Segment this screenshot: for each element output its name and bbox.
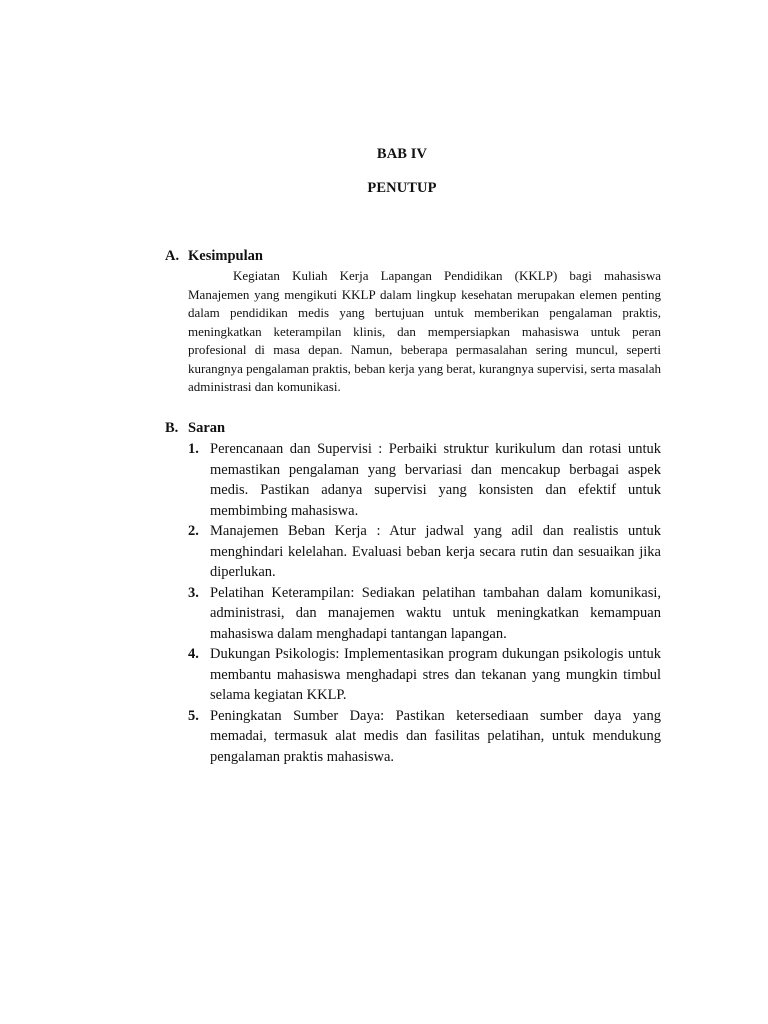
list-number: 3. (188, 584, 199, 601)
list-item (188, 439, 661, 521)
chapter-title: PENUTUP (367, 180, 437, 196)
section-letter: B. (165, 420, 179, 436)
section-heading (165, 418, 665, 438)
list-item (188, 583, 661, 645)
list-text: Pelatihan Keterampilan: Sediakan pelatihan tambahan dalam komunikasi, administrasi, dan manajemen waktu untuk meningkatkan kemampuan mahasiswa dalam menghadapi tantangan lapangan. (210, 584, 661, 642)
list-number: 2. (188, 523, 199, 539)
section-kesimpulan (165, 246, 665, 397)
section-title: Kesimpulan (188, 248, 263, 264)
section-saran (165, 418, 665, 767)
list-text: Manajemen Beban Kerja : Atur jadwal yang adil dan realistis untuk menghindari kelelahan. Evaluasi beban kerja secara rutin dan sesuaikan jika diperlukan. (210, 523, 661, 580)
list-text: Perencanaan dan Supervisi : Perbaiki struktur kurikulum dan rotasi untuk memastikan pengalaman yang bervariasi dan mencakup berbagai aspek medis. Pastikan adanya supervisi yang konsisten dan efektif untuk membimbing mahasiswa. (210, 441, 661, 519)
list-text: Peningkatan Sumber Daya: Pastikan ketersediaan sumber daya yang memadai, termasuk alat medis dan fasilitas pelatihan, untuk mendukung pengalaman praktis mahasiswa. (210, 707, 661, 765)
list-number: 1. (188, 441, 199, 457)
list-text: Dukungan Psikologis: Implementasikan program dukungan psikologis untuk membantu mahasiswa menghadapi stres dan tekanan yang mungkin timbul selama kegiatan KKLP. (210, 646, 661, 703)
chapter-number: BAB IV (376, 146, 428, 162)
suggestion-list (188, 439, 661, 767)
list-number: 4. (188, 646, 199, 662)
list-item (188, 521, 661, 583)
section-heading (165, 246, 665, 266)
section-letter: A. (165, 248, 180, 264)
list-number: 5. (188, 707, 199, 724)
list-item (188, 706, 661, 768)
list-item (188, 644, 661, 706)
section-title: Saran (188, 420, 226, 436)
conclusion-paragraph: Kegiatan Kuliah Kerja Lapangan Pendidikan (KKLP) bagi mahasiswa Manajemen yang mengikuti KKLP dalam lingkup kesehatan merupakan elemen penting dalam pendidikan medis yang bertujuan untuk memberikan pengalaman praktis, meningkatkan keterampilan klinis, dan mempersiapkan mahasiswa untuk peran profesional di masa depan. Namun, beberapa permasalahan sering muncul, seperti kurangnya pengalaman praktis, beban kerja yang berat, kurangnya supervisi, serta masalah administrasi dan komunikasi. (188, 268, 661, 394)
